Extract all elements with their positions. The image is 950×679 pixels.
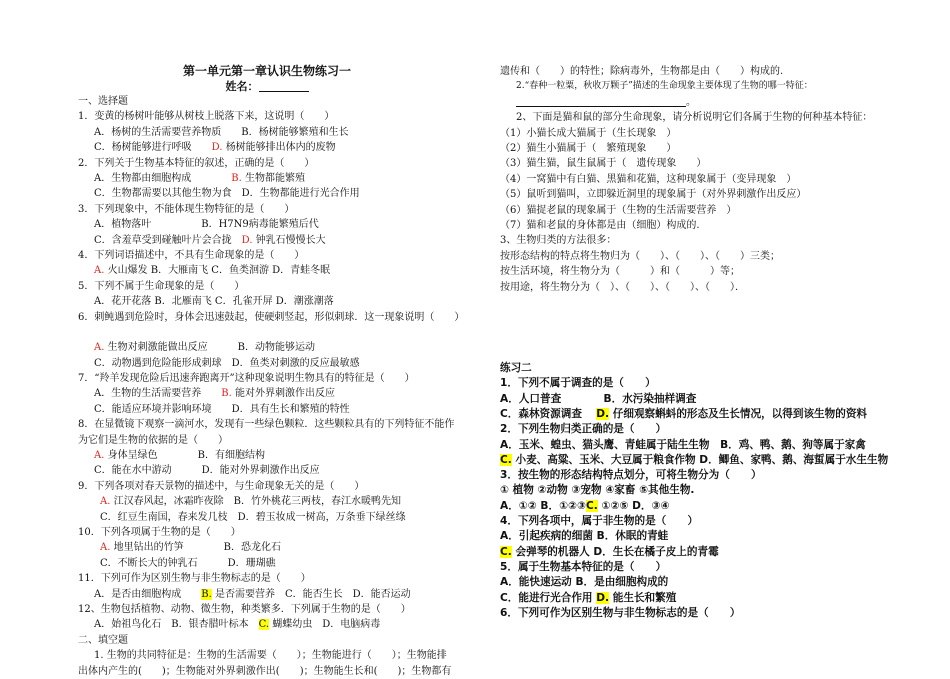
question-7-options-ab [78, 386, 456, 401]
fill-question-2-item-3: （3）猫生猫，鼠生鼠属于（ 遗传现象 ） [500, 158, 707, 170]
answer-marker: A. [94, 265, 105, 277]
option-a: A．生物的生活需要营养 [94, 388, 202, 400]
question-10: 10．下列各项属于生物的是（ ） [78, 526, 241, 538]
option-d: 钟乳石慢慢长大 [255, 234, 326, 246]
options-ab: A．①② B．①②③ [500, 499, 586, 512]
question-1-options-ab [78, 125, 456, 140]
option-c: 小麦、高粱、玉米、大豆属于粮食作物 D．鲫鱼、家鸭、鹅、海蜇属于水生生物 [515, 453, 889, 466]
question-4-options [78, 263, 456, 278]
question-2-options-ab [78, 171, 456, 186]
option-c: C．动物遇到危险能形成刺球 [94, 357, 222, 369]
fill-question-3-habitat: 按生活环境，将生物分为（ ）和（ ）等； [500, 266, 740, 278]
option-a: 江汉春风起，冰霜昨夜除 [113, 496, 224, 508]
period: 。 [686, 96, 696, 108]
option-c: C．能适应环境并影响环境 [94, 403, 212, 415]
fill-question-1-part-2-blank [500, 95, 892, 110]
option-d: D．电脑病毒 [322, 619, 381, 631]
p-question-2: 2．下列生物归类正确的是（ ） [500, 423, 667, 436]
option-b: B．H7N9病毒能繁殖后代 [201, 219, 319, 231]
question-text: 6．刺鲀遇到危险时，身体会迅速鼓起，使硬刺竖起，形似刺球．这一现象说明 [78, 311, 425, 323]
question-10-options-ab [78, 540, 456, 555]
options-text: 火山爆发 B．大雁南飞 C．鱼类洄游 D．青蛙冬眠 [107, 265, 331, 277]
option-a: A．杨树的生活需要营养物质 [94, 126, 222, 138]
p-question-2-options-ab: A．玉米、蝗虫、猫头鹰、青蛙属于陆生生物 B．鸡、鸭、鹅、狗等属于家禽 [500, 438, 866, 451]
p-question-5-options-ab: A．能快速运动 B．是由细胞构成的 [500, 576, 669, 589]
p-question-6: 6．下列可作为区别生物与非生物标志的是（ ） [500, 606, 741, 619]
answer-marker: B. [221, 388, 232, 400]
question-6-options-cd [78, 356, 456, 371]
option-a: 身体呈绿色 [107, 449, 158, 461]
p-question-4-options-cd [500, 545, 892, 560]
question-2: 2．下列关于生物基本特征的叙述，正确的是（ ） [78, 157, 315, 169]
option-d: D．鱼类对刺激的反应最敏感 [231, 357, 360, 369]
fill-question-1-continued: 遗传和（ ）的特性；除病毒外，生物都是由（ ）构成的. [500, 66, 784, 77]
option-d: 仔细观察蝌蚪的形态及生长情况，以得到该生物的资料 [612, 407, 868, 420]
spacer [500, 295, 892, 361]
answer-marker: C. [586, 499, 598, 512]
option-a: A．植物落叶 [94, 219, 152, 231]
question-5-options: A．花开花落 B．北雁南飞 C．孔雀开屏 D．潮涨潮落 [94, 296, 334, 308]
option-b: 能对外界刺激作出反应 [234, 388, 335, 400]
option-d: D．生物都能进行光合作用 [241, 188, 360, 200]
fill-question-3-morphology: 按形态结构的特点将生物归为（ ）、（ ）、（ ）三类； [500, 250, 780, 262]
question-9: 9．下列各项对春天景物的描述中，与生命现象无关的是（ ） [78, 480, 365, 492]
option-a: A．是否由细胞构成 [94, 588, 182, 600]
p-question-3: 3．按生物的形态结构特点划分，可将生物分为（ ） [500, 469, 762, 482]
question-8: 8．在显微镜下观察一滴河水，发现有一些绿色颗粒．这些颗粒具有的下列特征不能作为它们是生物的依据的是（ ） [78, 419, 455, 446]
option-a: A．生物都由细胞构成 [94, 173, 192, 185]
p-question-5: 5．属于生物基本特征的是（ ） [500, 560, 667, 573]
option-d: 能生长和繁殖 [612, 591, 677, 604]
option-c: C．生物都需要以其他生物为食 [94, 188, 232, 200]
fill-question-2-item-6: （6）猫捉老鼠的现象属于（生物的生活需要营养 ） [500, 204, 737, 216]
question-12: 12、生物包括植物、动物、微生物，种类繁多．下列属于生物的是（ ） [78, 604, 411, 615]
answer-marker: C. [500, 545, 512, 558]
answer-marker: A. [100, 496, 111, 508]
fill-question-3: 3、生物归类的方法很多： [500, 235, 617, 247]
option-a: 地里钻出的竹笋 [113, 542, 184, 554]
name-label: 姓名： [225, 80, 259, 93]
option-d: D．能对外界刺激作出反应 [201, 465, 320, 477]
option-b: B．杨树能够繁殖和生长 [241, 126, 349, 138]
question-4: 4．下列词语描述中，不具有生命现象的是（ ） [78, 250, 305, 262]
question-3-options-ab [78, 217, 456, 232]
option-b: B．银杏腊叶标本 [171, 619, 249, 631]
name-field [78, 79, 456, 94]
answer-marker: D. [211, 142, 223, 154]
left-column [78, 64, 465, 679]
answer-marker: A. [94, 449, 105, 461]
answer-paren: （ ） [424, 311, 465, 323]
question-2-options-cd [78, 186, 456, 201]
option-c: C．森林资源调查 [500, 407, 582, 420]
fill-question-2-item-7: （7）猫和老鼠的身体都是由（细胞）构成的. [500, 220, 700, 232]
option-c: C．不断长大的钟乳石 [100, 557, 198, 569]
answer-marker: A. [100, 542, 111, 554]
fill-question-2-item-2: （2）猫生小猫属于（ 繁殖现象 ） [500, 143, 677, 155]
options-cd: ①②⑤ D．③④ [601, 499, 670, 512]
option-d: D．能否运动 [352, 588, 411, 600]
p-question-2-options-cd [500, 453, 892, 468]
option-d: D．具有生长和繁殖的特性 [231, 403, 350, 415]
p-question-5-options-cd [500, 591, 892, 606]
options-cd: 会弹琴的机器人 D．生长在橘子皮上的青霉 [515, 545, 719, 558]
p-question-3-options [500, 499, 892, 514]
option-b: 是否需要营养 [214, 588, 275, 600]
fill-question-1-part-2: 2.“春种一粒粟，秋收万颗子”描述的生命现象主要体现了生物的哪一特征： [516, 81, 813, 92]
p-question-3-items: ① 植物 ②动物 ③宠物 ④家畜 ⑤其他生物. [500, 484, 695, 497]
option-a: 生物对刺激能做出反应 [107, 342, 208, 354]
option-b: B．有细胞结构 [197, 449, 265, 461]
option-c: C．含羞草受到碰触叶片会合拢 [94, 234, 232, 246]
answer-marker: D. [596, 591, 610, 604]
right-column [500, 64, 892, 621]
question-8-options-ab [78, 448, 456, 463]
fill-question-2-item-4: （4）一窝猫中有白猫、黑猫和花猫，这种现象属于（变异现象 ） [500, 173, 797, 185]
question-11-options [78, 587, 456, 602]
fill-question-2-item-1: （1）小猫长成大猫属于（生长现象 ） [500, 127, 677, 139]
question-3-options-cd [78, 233, 456, 248]
question-11: 11．下列可作为区别生物与非生物标志的是（ ） [78, 573, 311, 585]
question-7-options-cd [78, 402, 456, 417]
answer-marker: C. [500, 453, 512, 466]
fill-question-1: 1. 生物的共同特征是：生物的生活需要（ ）；生物能进行（ ）；生物能排出体内产生的( )；生物能对外界刺激作出( )；生物能生长和( )；生物都有 [78, 650, 452, 677]
option-c: C．能在水中游动 [94, 465, 172, 477]
name-blank[interactable] [259, 80, 309, 92]
option-c: C．红豆生南国，春来发几枝 [100, 511, 228, 523]
p-question-1-options-cd [500, 407, 892, 422]
answer-marker: D. [596, 407, 610, 420]
option-c: C．杨树能够进行呼吸 [94, 142, 192, 154]
section-heading-choice: 一、选择题 [78, 96, 128, 107]
page-title: 第一单元第一章认识生物练习一 [182, 64, 351, 78]
spacer [78, 325, 456, 340]
option-b: B．动物能够运动 [237, 342, 315, 354]
option-c: C．能否生长 [284, 588, 343, 600]
option-b: B．竹外桃花三两枝，春江水暖鸭先知 [233, 496, 401, 508]
section-heading-fill: 二、填空题 [78, 634, 128, 646]
question-7: 7．“羚羊发现危险后迅速奔跑离开”这种现象说明生物具有的特征是（ ） [78, 372, 415, 384]
fill-question-3-use: 按用途，将生物分为（ ）、（ ）、（ ）、（ ）． [500, 281, 745, 293]
question-5: 5．下列不属于生命现象的是（ ） [78, 280, 245, 292]
p-question-4-options-ab: A．引起疾病的细菌 B．休眠的青蛙 [500, 530, 669, 543]
p-question-1: 1．下列不属于调查的是（ ） [500, 377, 656, 390]
practice-2-heading: 练习二 [500, 362, 532, 375]
question-9-options-cd [78, 510, 456, 525]
answer-marker: B. [231, 173, 242, 185]
answer-marker: D. [241, 234, 253, 246]
question-1: 1．变黄的杨树叶能够从树枝上脱落下来，这说明（ ） [78, 111, 335, 123]
question-6 [78, 310, 465, 325]
answer-marker: B. [201, 588, 212, 600]
question-10-options-cd [78, 556, 456, 571]
fill-question-2: 2、下面是猫和鼠的部分生命现象，请分析说明它们各属于生物的何种基本特征： [516, 112, 873, 124]
p-question-1-options-ab: A．人口普查 B．水污染抽样调查 [500, 392, 697, 405]
option-d: D．珊瑚礁 [227, 557, 276, 569]
option-d: 杨树能够排出体内的废物 [225, 142, 336, 154]
option-b: B．恐龙化石 [223, 542, 281, 554]
answer-marker: C. [258, 619, 270, 631]
question-8-options-cd [78, 463, 456, 478]
fill-question-2-item-5: （5）鼠听到猫叫，立即躲近洞里的现象属于（对外界刺激作出反应） [500, 189, 807, 201]
answer-marker: A. [94, 342, 105, 354]
option-c: C．能进行光合作用 [500, 591, 593, 604]
option-c: 蝴蝶幼虫 [272, 619, 313, 631]
question-3: 3．下列现象中，不能体现生物特征的是（ ） [78, 203, 295, 215]
option-b: 生物都能繁殖 [244, 173, 305, 185]
p-question-4: 4．下列各项中，属于非生物的是（ ） [500, 515, 699, 528]
option-d: D．碧玉妆成一树高，万条垂下绿丝绦 [237, 511, 406, 523]
answer-blank[interactable] [516, 95, 686, 107]
question-6-options-ab [78, 340, 456, 355]
question-1-options-cd [78, 140, 456, 155]
question-12-options [78, 617, 456, 632]
option-a: A．始祖鸟化石 [94, 619, 162, 631]
question-9-options-ab [78, 494, 456, 509]
